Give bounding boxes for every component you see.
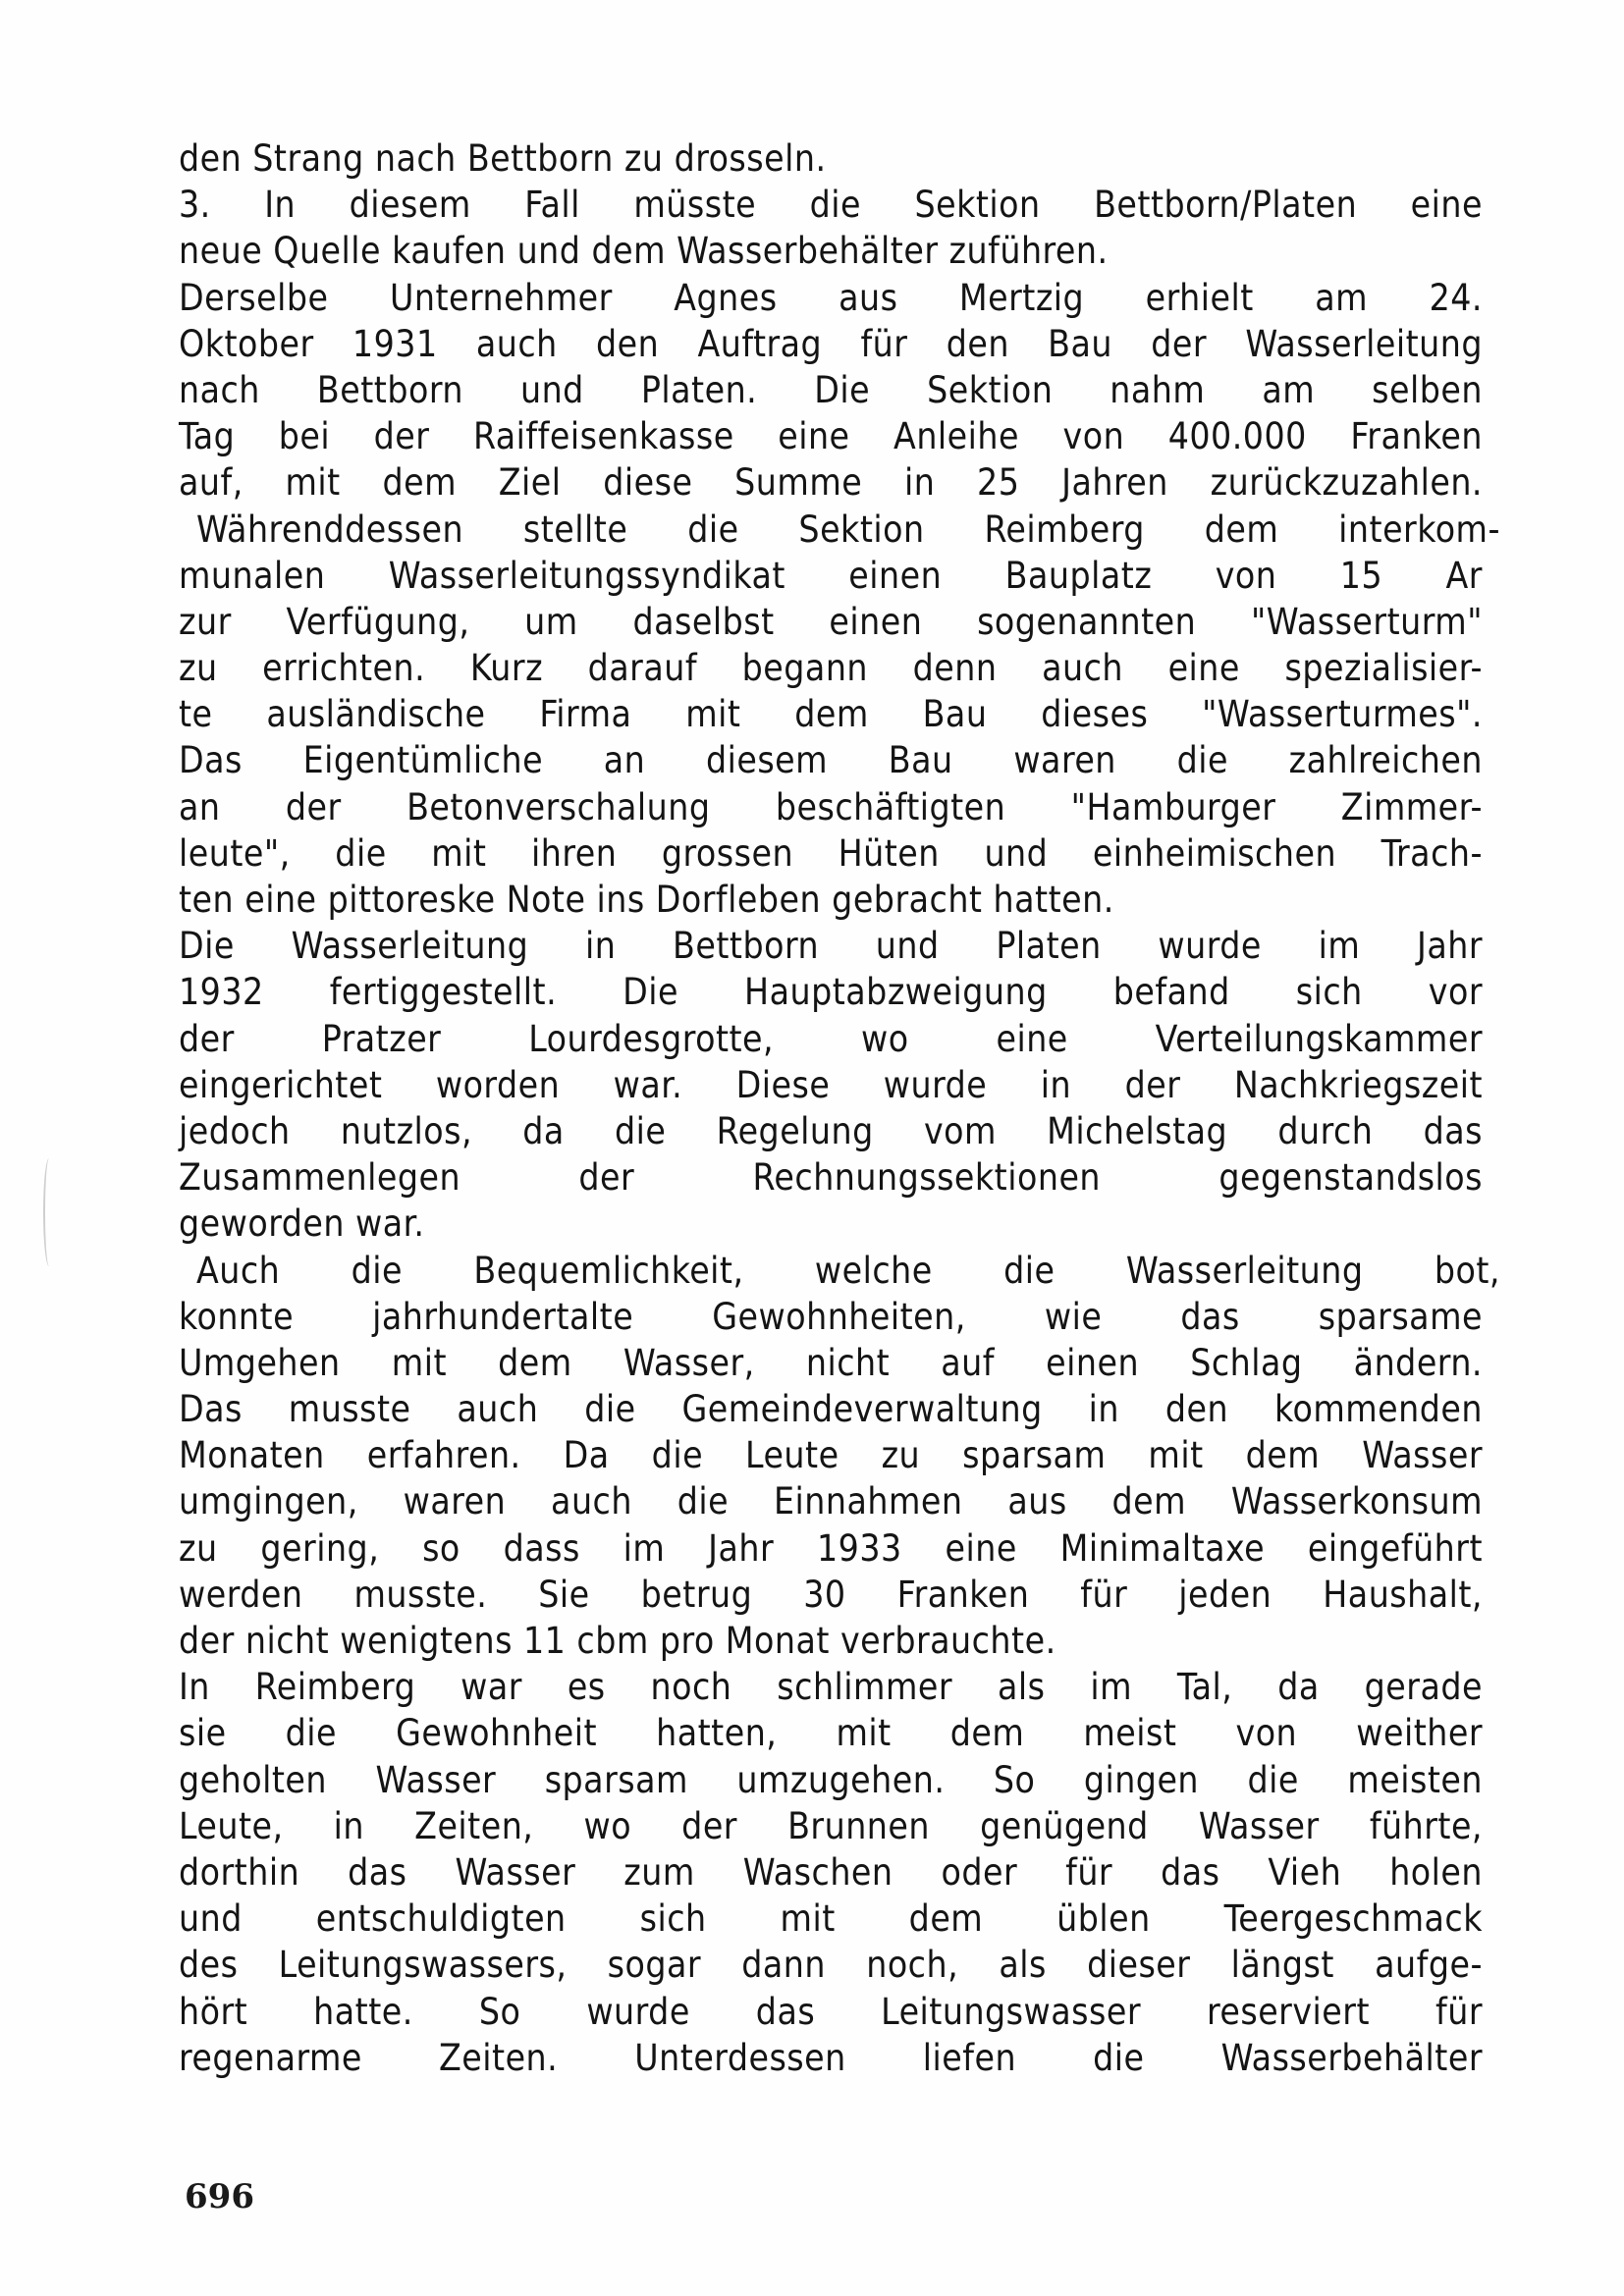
text-line: Tag bei der Raiffeisenkasse eine Anleihe von 400.000 Franken <box>179 415 1483 458</box>
text-line: der Pratzer Lourdesgrotte, wo eine Verteilungskammer <box>179 1017 1483 1060</box>
text-line: zu gering, so dass im Jahr 1933 eine Minimaltaxe eingeführt <box>179 1526 1483 1570</box>
text-line: nach Bettborn und Platen. Die Sektion nahm am selben <box>179 368 1483 411</box>
text-line: des Leitungswassers, sogar dann noch, als dieser längst aufge- <box>179 1944 1483 1987</box>
text-line: an der Betonverschalung beschäftigten "Hamburger Zimmer- <box>179 785 1483 828</box>
text-line: Auch die Bequemlichkeit, welche die Wasserleitung bot, <box>196 1249 1500 1292</box>
page-number: 696 <box>185 2177 254 2216</box>
text-line: neue Quelle kaufen und dem Wasserbehälter zuführen. <box>179 230 1109 273</box>
scan-artifact <box>43 1158 55 1266</box>
text-line: Die Wasserleitung in Bettborn und Platen wurde im Jahr <box>179 925 1483 968</box>
text-line: 3. In diesem Fall müsste die Sektion Bettborn/Platen eine <box>179 184 1483 227</box>
text-line: zu errichten. Kurz darauf begann denn auch eine spezialisier- <box>179 647 1483 690</box>
text-line: geholten Wasser sparsam umzugehen. So gingen die meisten <box>179 1758 1483 1801</box>
text-line: Umgehen mit dem Wasser, nicht auf einen Schlag ändern. <box>179 1341 1483 1384</box>
text-line: sie die Gewohnheit hatten, mit dem meist von weither <box>179 1712 1483 1755</box>
text-line: Zusammenlegen der Rechnungssektionen gegenstandslos <box>179 1156 1483 1200</box>
text-line: eingerichtet worden war. Diese wurde in der Nachkriegszeit <box>179 1063 1483 1106</box>
text-line: den Strang nach Bettborn zu drosseln. <box>179 137 827 180</box>
text-line: Das musste auch die Gemeindeverwaltung in den kommenden <box>179 1388 1483 1431</box>
text-line: Derselbe Unternehmer Agnes aus Mertzig erhielt am 24. <box>179 276 1483 319</box>
body-text <box>179 135 1500 2081</box>
text-line: Das Eigentümliche an diesem Bau waren die zahlreichen <box>179 739 1483 782</box>
text-line: auf, mit dem Ziel diese Summe in 25 Jahren zurückzuzahlen. <box>179 461 1483 505</box>
text-line: jedoch nutzlos, da die Regelung vom Michelstag durch das <box>179 1109 1483 1152</box>
text-line: In Reimberg war es noch schlimmer als im Tal, da gerade <box>179 1666 1483 1709</box>
text-line: dorthin das Wasser zum Waschen oder für das Vieh holen <box>179 1850 1483 1894</box>
text-line: konnte jahrhundertalte Gewohnheiten, wie das sparsame <box>179 1295 1483 1338</box>
text-line: geworden war. <box>179 1202 425 1246</box>
text-line: munalen Wasserleitungssyndikat einen Bauplatz von 15 Ar <box>179 554 1483 597</box>
text-line: Leute, in Zeiten, wo der Brunnen genügend Wasser führte, <box>179 1804 1483 1847</box>
text-line: und entschuldigten sich mit dem üblen Teergeschmack <box>179 1897 1483 1941</box>
text-line: der nicht wenigtens 11 cbm pro Monat verbrauchte. <box>179 1620 1056 1662</box>
text-line: werden musste. Sie betrug 30 Franken für jeden Haushalt, <box>179 1573 1483 1616</box>
text-line: ten eine pittoreske Note ins Dorfleben gebracht hatten. <box>179 879 1114 921</box>
text-line: Oktober 1931 auch den Auftrag für den Bau der Wasserleitung <box>179 322 1483 365</box>
text-line: Währenddessen stellte die Sektion Reimberg dem interkom- <box>196 507 1500 551</box>
text-line: regenarme Zeiten. Unterdessen liefen die Wasserbehälter <box>179 2036 1483 2079</box>
text-line: leute", die mit ihren grossen Hüten und einheimischen Trach- <box>179 831 1483 875</box>
text-line: zur Verfügung, um daselbst einen sogenannten "Wasserturm" <box>179 600 1483 643</box>
text-line: Monaten erfahren. Da die Leute zu sparsam mit dem Wasser <box>179 1434 1483 1477</box>
text-line: umgingen, waren auch die Einnahmen aus dem Wasserkonsum <box>179 1480 1483 1523</box>
text-line: hört hatte. So wurde das Leitungswasser reserviert für <box>179 1990 1483 2033</box>
text-line: te ausländische Firma mit dem Bau dieses "Wasserturmes". <box>179 693 1483 736</box>
text-line: 1932 fertiggestellt. Die Hauptabzweigung befand sich vor <box>179 971 1483 1014</box>
